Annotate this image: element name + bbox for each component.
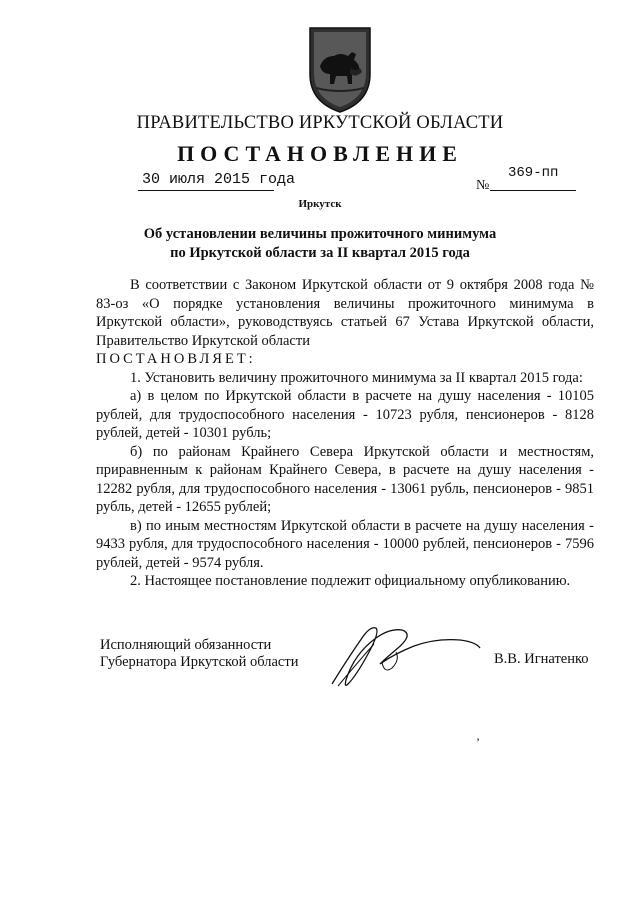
stray-mark: ’ (476, 735, 480, 749)
city-name: Иркутск (298, 198, 342, 210)
document-date: 30 июля 2015 года (142, 171, 296, 188)
item-1a: а) в целом по Иркутской области в расчете на душу населения - 10105 рублей, для трудоспособного населения - 10723 рубля, пенсионеров - 8128 рублей, детей - 10301 рубль; (96, 388, 594, 441)
item-1: 1. Установить величину прожиточного минимума за II квартал 2015 года: (130, 369, 583, 386)
item-1c: в) по иным местностям Иркутской области в расчете на душу населения - 9433 рубля, для трудоспособного населения - 10000 рублей, пенсионеров - 7596 рублей, детей - 9574 рубля. (96, 517, 594, 571)
government-name: ПРАВИТЕЛЬСТВО ИРКУТСКОЙ ОБЛАСТИ (136, 113, 504, 133)
signatory-position (100, 637, 298, 671)
number-underline (490, 190, 576, 191)
number-sign: № (476, 178, 490, 193)
document-number: 369-пп (508, 165, 559, 181)
handwritten-signature (318, 618, 488, 690)
preamble-paragraph: В соответствии с Законом Иркутской области от 9 октября 2008 года № 83-оз «О порядке установления величины прожиточного минимума в Иркутской области», руководствуясь статьей 67 Устава Иркутской области, Правительство Иркутской области (96, 277, 594, 349)
resolves-heading: ПОСТАНОВЛЯЕТ: (96, 351, 256, 367)
irkutsk-coat-of-arms-icon (302, 22, 378, 116)
item-2: 2. Настоящее постановление подлежит официальному опубликованию. (130, 573, 571, 589)
heading-line-2: по Иркутской области за II квартал 2015 года (170, 245, 470, 261)
document-type: ПОСТАНОВЛЕНИЕ (177, 141, 463, 166)
document-heading (130, 225, 510, 263)
document-body (96, 276, 594, 591)
date-underline (138, 190, 274, 191)
position-line-2: Губернатора Иркутской области (100, 654, 299, 670)
signatory-name: В.В. Игнатенко (494, 651, 589, 667)
position-line-1: Исполняющий обязанности (100, 637, 272, 653)
heading-line-1: Об установлении величины прожиточного минимума (143, 226, 497, 242)
item-1b: б) по районам Крайнего Севера Иркутской области и местностям, приравненным к районам Крайнего Севера, в расчете на душу населения - 12282 рубля, для трудоспособного населения - 13061 рубль, пенсионеров - 9851 рубль, детей - 12655 рублей; (96, 443, 594, 515)
